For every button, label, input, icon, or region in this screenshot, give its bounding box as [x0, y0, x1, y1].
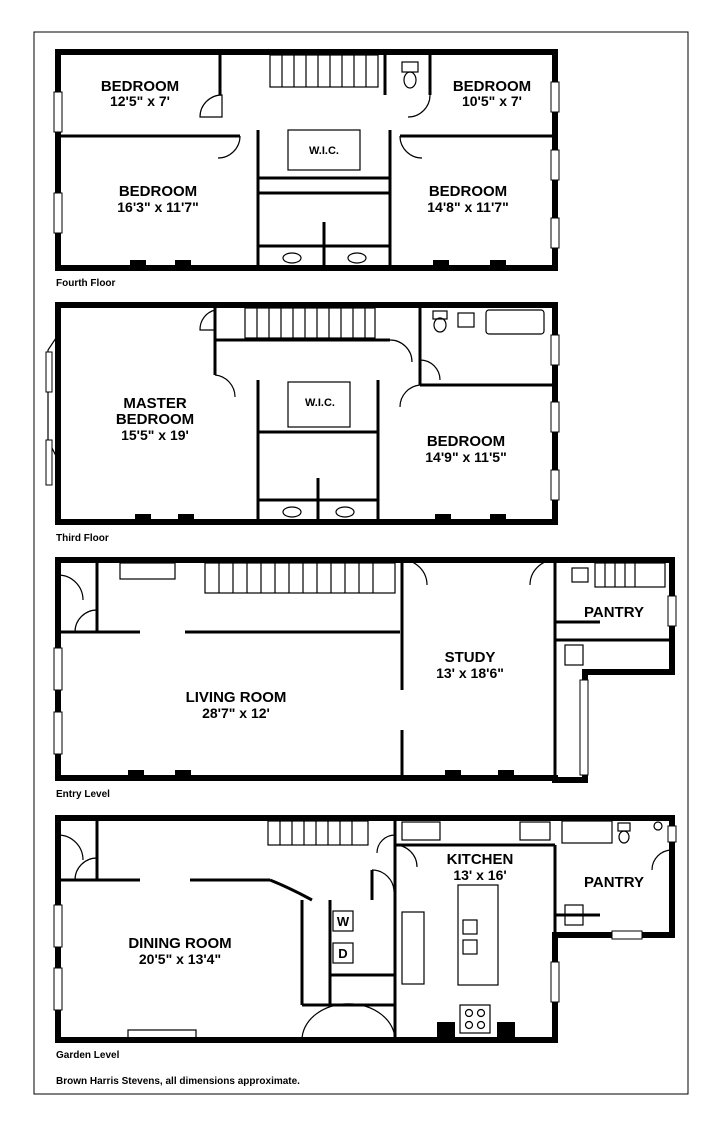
window	[54, 92, 62, 132]
window	[551, 150, 559, 180]
dryer-label: D	[338, 946, 348, 961]
room-dimensions: 15'5" x 19'	[121, 427, 189, 443]
window	[46, 352, 52, 392]
room-name: DINING ROOM	[128, 935, 232, 952]
closet-label: W.I.C.	[309, 145, 339, 157]
window	[54, 905, 62, 947]
room-name: BEDROOM	[428, 183, 508, 200]
room-dimensions: 14'9" x 11'5"	[425, 449, 507, 465]
stair-treads	[282, 55, 366, 87]
window	[551, 82, 559, 112]
entry-level-plan	[54, 560, 676, 780]
room-name: STUDY	[444, 649, 496, 666]
garden-level-plan	[54, 818, 676, 1040]
room-dimensions: 20'5" x 13'4"	[138, 951, 222, 967]
room-name: PANTRY	[584, 874, 644, 891]
room-dimensions: 13' x 16'	[453, 867, 507, 883]
room-dimensions: 12'5" x 7'	[109, 93, 171, 109]
window	[668, 596, 676, 626]
window	[551, 335, 559, 365]
window	[46, 440, 52, 485]
room-name: BEDROOM	[452, 78, 532, 95]
room-name: LIVING ROOM	[185, 689, 287, 706]
floor-label: Garden Level	[56, 1050, 120, 1061]
room-name: BEDROOM	[115, 411, 195, 428]
window	[54, 712, 62, 754]
room-dimensions: 14'8" x 11'7"	[427, 199, 509, 215]
room-name: MASTER	[123, 395, 187, 412]
floor-label: Third Floor	[56, 533, 109, 544]
room-dimensions: 13' x 18'6"	[436, 665, 504, 681]
room-dimensions: 16'3" x 11'7"	[117, 199, 199, 215]
footer-note: Brown Harris Stevens, all dimensions approximate.	[56, 1076, 300, 1087]
window	[668, 826, 676, 842]
room-name: BEDROOM	[426, 433, 506, 450]
closet-label: W.I.C.	[305, 397, 335, 409]
window	[551, 402, 559, 432]
window	[580, 680, 588, 775]
room-dimensions: 10'5" x 7'	[461, 93, 523, 109]
room-dimensions: 28'7" x 12'	[202, 705, 270, 721]
window	[54, 193, 62, 233]
floor-label: Fourth Floor	[56, 278, 116, 289]
floor-label: Entry Level	[56, 789, 110, 800]
washer-label: W	[336, 914, 350, 929]
room-name: BEDROOM	[118, 183, 198, 200]
window	[551, 218, 559, 248]
window	[551, 962, 559, 1002]
window	[54, 648, 62, 690]
room-name: KITCHEN	[446, 851, 514, 868]
room-name: PANTRY	[584, 604, 644, 621]
window	[54, 968, 62, 1010]
window	[551, 470, 559, 500]
window	[612, 931, 642, 939]
room-name: BEDROOM	[100, 78, 180, 95]
